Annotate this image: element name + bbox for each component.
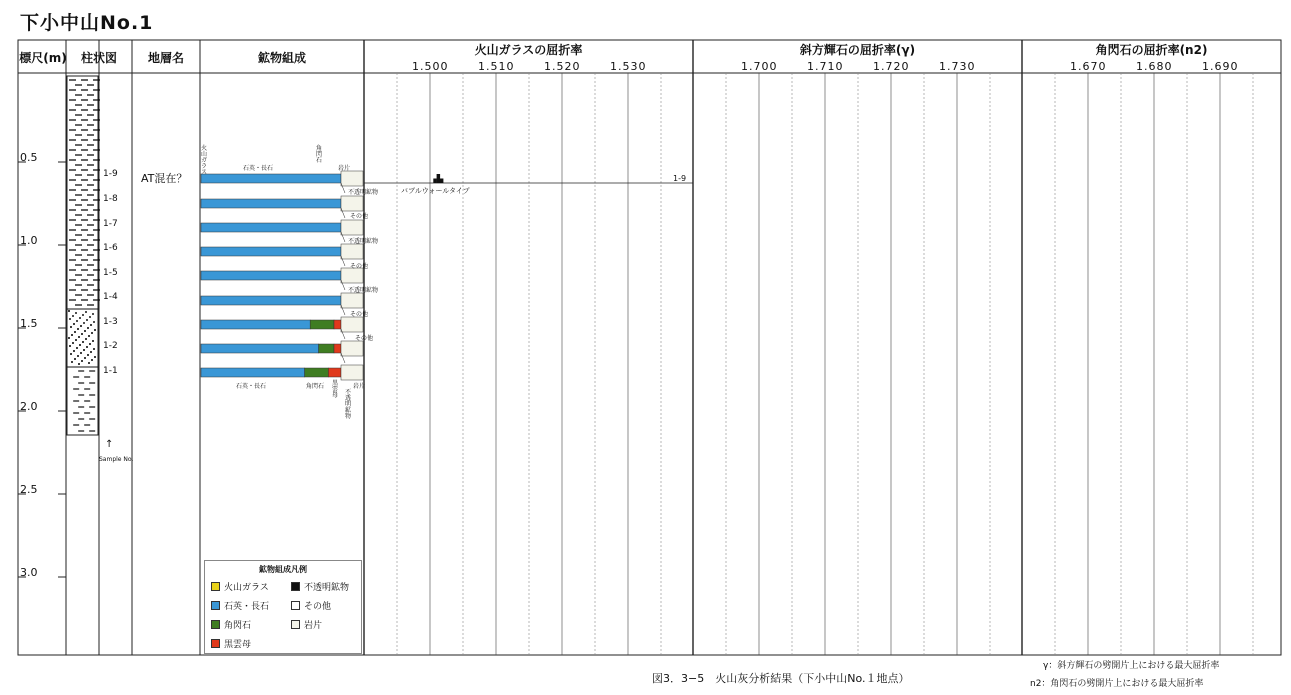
legend-label: その他 <box>304 602 332 612</box>
bar-top-label-hbl: 角閃石 <box>316 145 323 164</box>
glass-tick-label: 1.500 <box>412 60 449 73</box>
figure-caption: 図3．3−5 火山灰分析結果（下小中山No.１地点） <box>652 672 910 685</box>
bar-top-label-rock: 岩片 <box>338 165 351 172</box>
hbl-tick-label: 1.670 <box>1070 60 1107 73</box>
bar-top-label-glass: 火山ガラス <box>201 145 208 176</box>
sand-dot <box>78 363 80 365</box>
legend-item <box>211 580 291 593</box>
bar-rock <box>341 244 363 259</box>
legend-label: 不透明鉱物 <box>304 583 350 593</box>
legend-label: 火山ガラス <box>224 583 269 593</box>
hbl-tick-label: 1.690 <box>1202 60 1239 73</box>
header-mineral: 鉱物組成 <box>257 51 306 65</box>
note-gamma: γ：斜方輝石の劈開片上における最大屈折率 <box>1043 661 1220 671</box>
sand-dot <box>87 354 89 356</box>
header-hbl: 角閃石の屈折率(n2) <box>1095 43 1208 57</box>
header-column: 柱状図 <box>80 51 117 65</box>
legend-item <box>291 580 361 593</box>
sand-dot <box>71 334 73 336</box>
legend-label: 角閃石 <box>224 621 252 631</box>
bar-rock <box>341 220 363 235</box>
bar-quartz <box>201 223 341 232</box>
header-glass: 火山ガラスの屈折率 <box>474 43 583 57</box>
sample-label: 1-1 <box>103 366 118 376</box>
bar-bio <box>328 368 341 377</box>
bar-rock <box>341 317 363 332</box>
sand-dot <box>87 327 89 329</box>
sample-arrow-label: Sample No. <box>99 456 134 463</box>
bar-rock <box>341 268 363 283</box>
bar-quartz <box>201 199 341 208</box>
swatch-other <box>291 601 300 610</box>
bar-bottom-label-rock: 岩片 <box>353 383 366 390</box>
histogram-bar <box>433 179 437 184</box>
sand-dot <box>94 329 96 331</box>
histogram-bar <box>440 179 444 184</box>
bar-rock <box>341 196 363 211</box>
bar-quartz <box>201 368 305 377</box>
sand-dot <box>80 352 82 354</box>
sand-dot <box>77 328 79 330</box>
sand-dot <box>70 353 72 355</box>
bar-quartz <box>201 344 319 353</box>
sand-dot <box>76 347 78 349</box>
bar-rock <box>341 171 363 186</box>
sand-dot <box>79 317 81 319</box>
bar-rock <box>341 341 363 356</box>
sand-dot <box>85 338 87 340</box>
sand-dot <box>82 341 84 343</box>
legend-box <box>204 560 362 654</box>
sand-dot <box>91 332 93 334</box>
sand-dot <box>91 359 93 361</box>
bar-rock <box>341 365 363 380</box>
sample-label: 1-4 <box>103 292 118 302</box>
bar-quartz <box>201 247 341 256</box>
bar-label-other: その他 <box>350 213 369 220</box>
sand-dot <box>81 360 83 362</box>
sand-dot <box>79 344 81 346</box>
opx-tick-label: 1.700 <box>741 60 778 73</box>
legend-item <box>211 637 291 650</box>
glass-tick-label: 1.530 <box>610 60 647 73</box>
swatch-hbl <box>211 620 220 629</box>
bar-quartz <box>201 296 341 305</box>
sand-dot <box>72 342 74 344</box>
bar-bottom-label-quartz: 石英・長石 <box>236 383 267 390</box>
glass-tick-label: 1.520 <box>544 60 581 73</box>
sand-dot <box>93 348 95 350</box>
swatch-rock <box>291 620 300 629</box>
header-opx: 斜方輝石の屈折率(γ) <box>799 43 916 57</box>
sand-dot <box>74 358 76 360</box>
legend-item <box>291 618 361 631</box>
swatch-opaque <box>291 582 300 591</box>
page-title: 下小中山No.1 <box>20 12 154 34</box>
note-n2: n2：角閃石の劈開片上における最大屈折率 <box>1030 679 1204 689</box>
sand-dot <box>68 337 70 339</box>
sand-dot <box>83 322 85 324</box>
depth-label: 1.0 <box>20 234 38 247</box>
depth-label: 0.5 <box>20 151 38 164</box>
sand-dot <box>93 321 95 323</box>
legend-label: 黒雲母 <box>224 640 252 650</box>
sand-dot <box>90 351 92 353</box>
opx-tick-label: 1.710 <box>807 60 844 73</box>
legend-item <box>211 618 291 631</box>
bar-label-other: その他 <box>355 335 374 342</box>
bar-bio <box>334 344 341 353</box>
histogram-bar <box>437 174 441 183</box>
bar-bottom-label-hbl: 角閃石 <box>306 383 325 390</box>
sand-dot <box>89 316 91 318</box>
bar-quartz <box>201 174 341 183</box>
sand-dot <box>71 361 73 363</box>
sand-dot <box>90 324 92 326</box>
sample-label: 1-2 <box>103 341 118 351</box>
sand-dot <box>70 326 72 328</box>
depth-label: 3.0 <box>20 566 38 579</box>
legend-item <box>291 599 361 612</box>
sand-dot <box>85 311 87 313</box>
formation-label: AT混在？ <box>141 172 188 185</box>
sand-dot <box>78 336 80 338</box>
bar-bio <box>334 320 341 329</box>
sand-dot <box>73 323 75 325</box>
sand-dot <box>92 313 94 315</box>
sand-dot <box>84 357 86 359</box>
bar-bottom-label-opaque: 不透明鉱物 <box>345 389 352 420</box>
depth-label: 2.0 <box>20 400 38 413</box>
sand-dot <box>88 335 90 337</box>
sample-label: 1-8 <box>103 194 118 204</box>
sand-dot <box>75 312 77 314</box>
opx-tick-label: 1.730 <box>939 60 976 73</box>
histogram-sample-label: 1-9 <box>673 174 687 183</box>
legend-item <box>211 599 291 612</box>
bar-label-opaque: 不透明鉱物 <box>348 238 379 245</box>
sand-dot <box>82 314 84 316</box>
legend-title: 鉱物組成凡例 <box>259 565 307 574</box>
sand-dot <box>84 330 86 332</box>
sand-dot <box>94 356 96 358</box>
bar-label-opaque: 不透明鉱物 <box>348 189 379 196</box>
sand-dot <box>83 349 85 351</box>
hbl-tick-label: 1.680 <box>1136 60 1173 73</box>
histogram-label: バブルウォールタイプ <box>401 187 470 195</box>
bar-quartz <box>201 320 310 329</box>
header-formation: 地層名 <box>147 51 184 65</box>
sample-label: 1-3 <box>103 317 118 327</box>
bar-label-other: その他 <box>350 263 369 270</box>
bar-bottom-label-bio: 黒雲母 <box>332 380 339 399</box>
sand-dot <box>72 315 74 317</box>
glass-tick-label: 1.510 <box>478 60 515 73</box>
sample-label: 1-9 <box>103 169 118 179</box>
sand-dot <box>74 331 76 333</box>
legend-label: 石英・長石 <box>224 602 270 612</box>
bar-rock <box>341 293 363 308</box>
sand-dot <box>86 346 88 348</box>
sand-dot <box>81 333 83 335</box>
sample-label: 1-7 <box>103 219 118 229</box>
swatch-bio <box>211 639 220 648</box>
bar-hbl <box>319 344 334 353</box>
bar-top-label-quartz: 石英・長石 <box>243 165 274 172</box>
sample-arrow-icon: ↑ <box>105 439 114 450</box>
bar-quartz <box>201 271 341 280</box>
sand-dot <box>77 355 79 357</box>
sand-dot <box>92 340 94 342</box>
sand-dot <box>88 362 90 364</box>
sand-dot <box>75 339 77 341</box>
sand-dot <box>89 343 91 345</box>
header-scale: 標尺(m) <box>19 51 67 65</box>
bar-hbl <box>305 368 329 377</box>
sand-dot <box>69 345 71 347</box>
bar-hbl <box>310 320 334 329</box>
sand-dot <box>80 325 82 327</box>
depth-label: 1.5 <box>20 317 38 330</box>
opx-tick-label: 1.720 <box>873 60 910 73</box>
bar-label-other: その他 <box>350 311 369 318</box>
swatch-glass <box>211 582 220 591</box>
sand-dot <box>86 319 88 321</box>
depth-label: 2.5 <box>20 483 38 496</box>
sample-label: 1-6 <box>103 243 118 253</box>
sand-dot <box>68 310 70 312</box>
sand-dot <box>76 320 78 322</box>
legend-label: 岩片 <box>304 621 323 631</box>
swatch-quartz <box>211 601 220 610</box>
sand-dot <box>73 350 75 352</box>
sample-label: 1-5 <box>103 268 118 278</box>
sand-dot <box>69 318 71 320</box>
bar-label-opaque: 不透明鉱物 <box>348 287 379 294</box>
